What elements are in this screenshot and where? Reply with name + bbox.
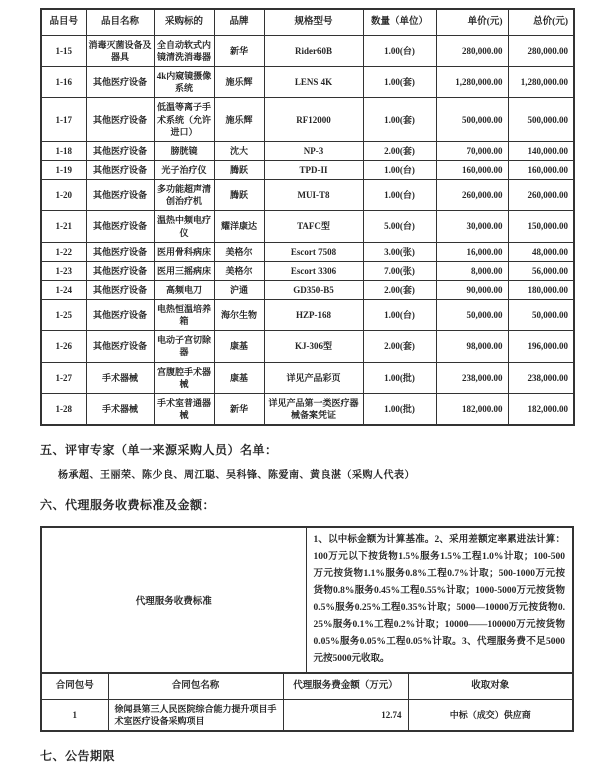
items-table: [40, 8, 575, 426]
items-table-cell: RF12000: [264, 98, 363, 141]
items-table-cell: 1-20: [41, 180, 86, 211]
items-table-cell: 1.00(套): [363, 98, 436, 141]
items-table-cell: Escort 3306: [264, 261, 363, 280]
items-table-cell: 160,000.00: [436, 160, 508, 179]
items-table-cell: 海尔生物: [214, 300, 264, 331]
agency-fee-row: [41, 527, 573, 673]
items-table-cell: 1-22: [41, 242, 86, 261]
items-table-cell: 电动子宫切除器: [154, 331, 214, 362]
items-table-cell: 其他医疗设备: [86, 141, 154, 160]
items-table-cell: 详见产品第一类医疗器械备案凭证: [264, 393, 363, 425]
items-table-row: [41, 98, 574, 141]
items-table-cell: 腾跃: [214, 160, 264, 179]
items-table-header-row: [41, 9, 574, 35]
section-title-notice-period: 七、公告期限: [40, 749, 116, 764]
items-table-row: [41, 141, 574, 160]
contract-payer: 中标（成交）供应商: [408, 700, 573, 732]
items-table-cell: 耀洋康达: [214, 211, 264, 242]
items-table-cell: 低温等离子手术系统（允许进口）: [154, 98, 214, 141]
items-table-cell: 其他医疗设备: [86, 180, 154, 211]
items-table-row: [41, 393, 574, 425]
items-table-cell: 150,000.00: [508, 211, 574, 242]
items-table-cell: 56,000.00: [508, 261, 574, 280]
items-table-cell: 5.00(台): [363, 211, 436, 242]
items-table-cell: 260,000.00: [436, 180, 508, 211]
agency-fee-table: [40, 526, 574, 674]
items-table-row: [41, 331, 574, 362]
items-table-cell: 3.00(张): [363, 242, 436, 261]
items-table-cell: 1.00(台): [363, 160, 436, 179]
items-table-row: [41, 362, 574, 393]
items-table-cell: 1-24: [41, 280, 86, 299]
items-table-cell: MUI-T8: [264, 180, 363, 211]
items-table-cell: 电热恒温培养箱: [154, 300, 214, 331]
items-header-total-price: 总价(元): [508, 9, 574, 35]
items-table-cell: 260,000.00: [508, 180, 574, 211]
items-table-cell: 238,000.00: [508, 362, 574, 393]
items-table-cell: 腾跃: [214, 180, 264, 211]
items-table-cell: 详见产品彩页: [264, 362, 363, 393]
contract-header-payer: 收取对象: [408, 673, 573, 699]
items-table-row: [41, 160, 574, 179]
items-table-cell: 温热中频电疗仪: [154, 211, 214, 242]
items-table-row: [41, 300, 574, 331]
items-table-cell: 其他医疗设备: [86, 242, 154, 261]
items-table-cell: 98,000.00: [436, 331, 508, 362]
items-table-cell: 280,000.00: [508, 35, 574, 66]
items-table-cell: 施乐辉: [214, 67, 264, 98]
items-table-cell: 康基: [214, 331, 264, 362]
contract-package-table: [40, 672, 574, 732]
contract-header-package-no: 合同包号: [41, 673, 108, 699]
items-table-cell: TPD-II: [264, 160, 363, 179]
items-table-cell: 2.00(套): [363, 280, 436, 299]
items-table-cell: 1,280,000.00: [508, 67, 574, 98]
items-table-cell: 其他医疗设备: [86, 261, 154, 280]
items-table-cell: 7.00(张): [363, 261, 436, 280]
items-table-cell: 其他医疗设备: [86, 67, 154, 98]
contract-header-fee-amount: 代理服务费金额（万元）: [283, 673, 408, 699]
items-table-cell: 1.00(套): [363, 67, 436, 98]
items-table-cell: 90,000.00: [436, 280, 508, 299]
items-table-cell: 1,280,000.00: [436, 67, 508, 98]
items-table-cell: 48,000.00: [508, 242, 574, 261]
items-table-cell: 施乐辉: [214, 98, 264, 141]
contract-table-row: [41, 700, 573, 732]
contract-package-no: 1: [41, 700, 108, 732]
items-header-model: 规格型号: [264, 9, 363, 35]
items-table-cell: 2.00(套): [363, 141, 436, 160]
items-table-cell: 手术器械: [86, 362, 154, 393]
items-table-cell: 1-27: [41, 362, 86, 393]
items-table-cell: 180,000.00: [508, 280, 574, 299]
items-header-unit-price: 单价(元): [436, 9, 508, 35]
items-table-row: [41, 67, 574, 98]
items-table-cell: Rider60B: [264, 35, 363, 66]
items-table-cell: KJ-306型: [264, 331, 363, 362]
items-table-cell: 1-18: [41, 141, 86, 160]
items-table-cell: 238,000.00: [436, 362, 508, 393]
items-table-cell: 1-15: [41, 35, 86, 66]
items-table-cell: 50,000.00: [436, 300, 508, 331]
items-table-cell: 4k内窥镜摄像系统: [154, 67, 214, 98]
items-header-quantity: 数量（单位）: [363, 9, 436, 35]
items-table-row: [41, 242, 574, 261]
items-table-cell: 280,000.00: [436, 35, 508, 66]
items-table-cell: 1-23: [41, 261, 86, 280]
items-table-row: [41, 280, 574, 299]
items-table-cell: 其他医疗设备: [86, 160, 154, 179]
items-table-cell: 沈大: [214, 141, 264, 160]
items-table-cell: 其他医疗设备: [86, 98, 154, 141]
items-table-cell: 全自动软式内镜清洗消毒器: [154, 35, 214, 66]
items-table-cell: 8,000.00: [436, 261, 508, 280]
items-table-row: [41, 261, 574, 280]
items-table-cell: 1-19: [41, 160, 86, 179]
items-table-cell: Escort 7508: [264, 242, 363, 261]
items-table-cell: 500,000.00: [436, 98, 508, 141]
items-table-cell: 2.00(套): [363, 331, 436, 362]
items-table-cell: 1.00(批): [363, 393, 436, 425]
items-table-cell: 其他医疗设备: [86, 300, 154, 331]
items-table-cell: 1.00(台): [363, 300, 436, 331]
items-table-cell: 1.00(台): [363, 35, 436, 66]
items-table-cell: GD350-B5: [264, 280, 363, 299]
items-table-cell: 其他医疗设备: [86, 331, 154, 362]
items-table-cell: 医用三摇病床: [154, 261, 214, 280]
contract-header-package-name: 合同包名称: [108, 673, 283, 699]
items-table-cell: 182,000.00: [508, 393, 574, 425]
contract-package-name: 徐闻县第三人民医院综合能力提升项目手术室医疗设备采购项目: [108, 700, 283, 732]
items-table-cell: 沪通: [214, 280, 264, 299]
items-table-cell: 160,000.00: [508, 160, 574, 179]
items-table-cell: 其他医疗设备: [86, 211, 154, 242]
items-table-cell: 手术器械: [86, 393, 154, 425]
agency-fee-label: 代理服务收费标准: [41, 527, 306, 673]
items-table-cell: 医用骨科病床: [154, 242, 214, 261]
section-title-agency-fee: 六、代理服务收费标准及金额：: [40, 498, 216, 513]
items-table-cell: 50,000.00: [508, 300, 574, 331]
contract-fee-amount: 12.74: [283, 700, 408, 732]
items-table-cell: 膀胱镜: [154, 141, 214, 160]
items-table-cell: 70,000.00: [436, 141, 508, 160]
items-table-cell: 其他医疗设备: [86, 280, 154, 299]
items-table-cell: HZP-168: [264, 300, 363, 331]
items-table-cell: 1-16: [41, 67, 86, 98]
items-table-cell: 1.00(台): [363, 180, 436, 211]
items-table-row: [41, 35, 574, 66]
items-table-cell: 手术室普通器械: [154, 393, 214, 425]
items-table-cell: 1-26: [41, 331, 86, 362]
items-table-body: [41, 35, 574, 425]
items-table-cell: 1-25: [41, 300, 86, 331]
items-table-cell: 康基: [214, 362, 264, 393]
items-table-cell: 光子治疗仪: [154, 160, 214, 179]
items-table-cell: 500,000.00: [508, 98, 574, 141]
section-title-experts: 五、评审专家（单一来源采购人员）名单：: [40, 443, 278, 458]
items-table-cell: 1-17: [41, 98, 86, 141]
items-table-cell: 1.00(批): [363, 362, 436, 393]
items-table-cell: 消毒灭菌设备及器具: [86, 35, 154, 66]
items-table-cell: NP-3: [264, 141, 363, 160]
items-table-cell: 140,000.00: [508, 141, 574, 160]
items-table-row: [41, 180, 574, 211]
items-header-target: 采购标的: [154, 9, 214, 35]
items-table-cell: 196,000.00: [508, 331, 574, 362]
expert-names-list: 杨承超、王丽荣、陈少良、周江聪、吴科锋、陈爱南、黄良湛（采购人代表）: [58, 470, 415, 482]
items-table-cell: 1-21: [41, 211, 86, 242]
items-table-cell: 多功能超声清创治疗机: [154, 180, 214, 211]
items-table-row: [41, 211, 574, 242]
items-table-cell: 美格尔: [214, 242, 264, 261]
items-table-cell: 1-28: [41, 393, 86, 425]
items-table-cell: 高频电刀: [154, 280, 214, 299]
items-header-item-no: 品目号: [41, 9, 86, 35]
items-table-cell: 新华: [214, 393, 264, 425]
items-table-cell: 宫腹腔手术器械: [154, 362, 214, 393]
items-table-cell: 182,000.00: [436, 393, 508, 425]
items-table-cell: 16,000.00: [436, 242, 508, 261]
items-table-cell: TAFC型: [264, 211, 363, 242]
items-table-cell: LENS 4K: [264, 67, 363, 98]
items-header-item-name: 品目名称: [86, 9, 154, 35]
contract-table-header: [41, 673, 573, 699]
items-table-cell: 新华: [214, 35, 264, 66]
contract-table-body: [41, 700, 573, 732]
items-table-cell: 30,000.00: [436, 211, 508, 242]
items-header-brand: 品牌: [214, 9, 264, 35]
items-table-header: [41, 9, 574, 35]
items-table-cell: 美格尔: [214, 261, 264, 280]
contract-table-header-row: [41, 673, 573, 699]
agency-fee-description: 1、以中标金额为计算基准。2、采用差额定率累进法计算：100万元以下按货物1.5%服务1.5%工程1.0%计取；100-500万元按货物1.1%服务0.8%工程0.7%计取；500-1000万元按货物0.8%服务0.45%工程0.55%计取；1000-5000万元按货物0.5%服务0.25%工程0.35%计取；5000—10000万元按货物0.25%服务0.1%工程0.2%计取；10000——100000万元按货物0.05%服务0.05%工程0.05%计取。3、代理服务费不足5000元按5000元收取。: [306, 527, 573, 673]
